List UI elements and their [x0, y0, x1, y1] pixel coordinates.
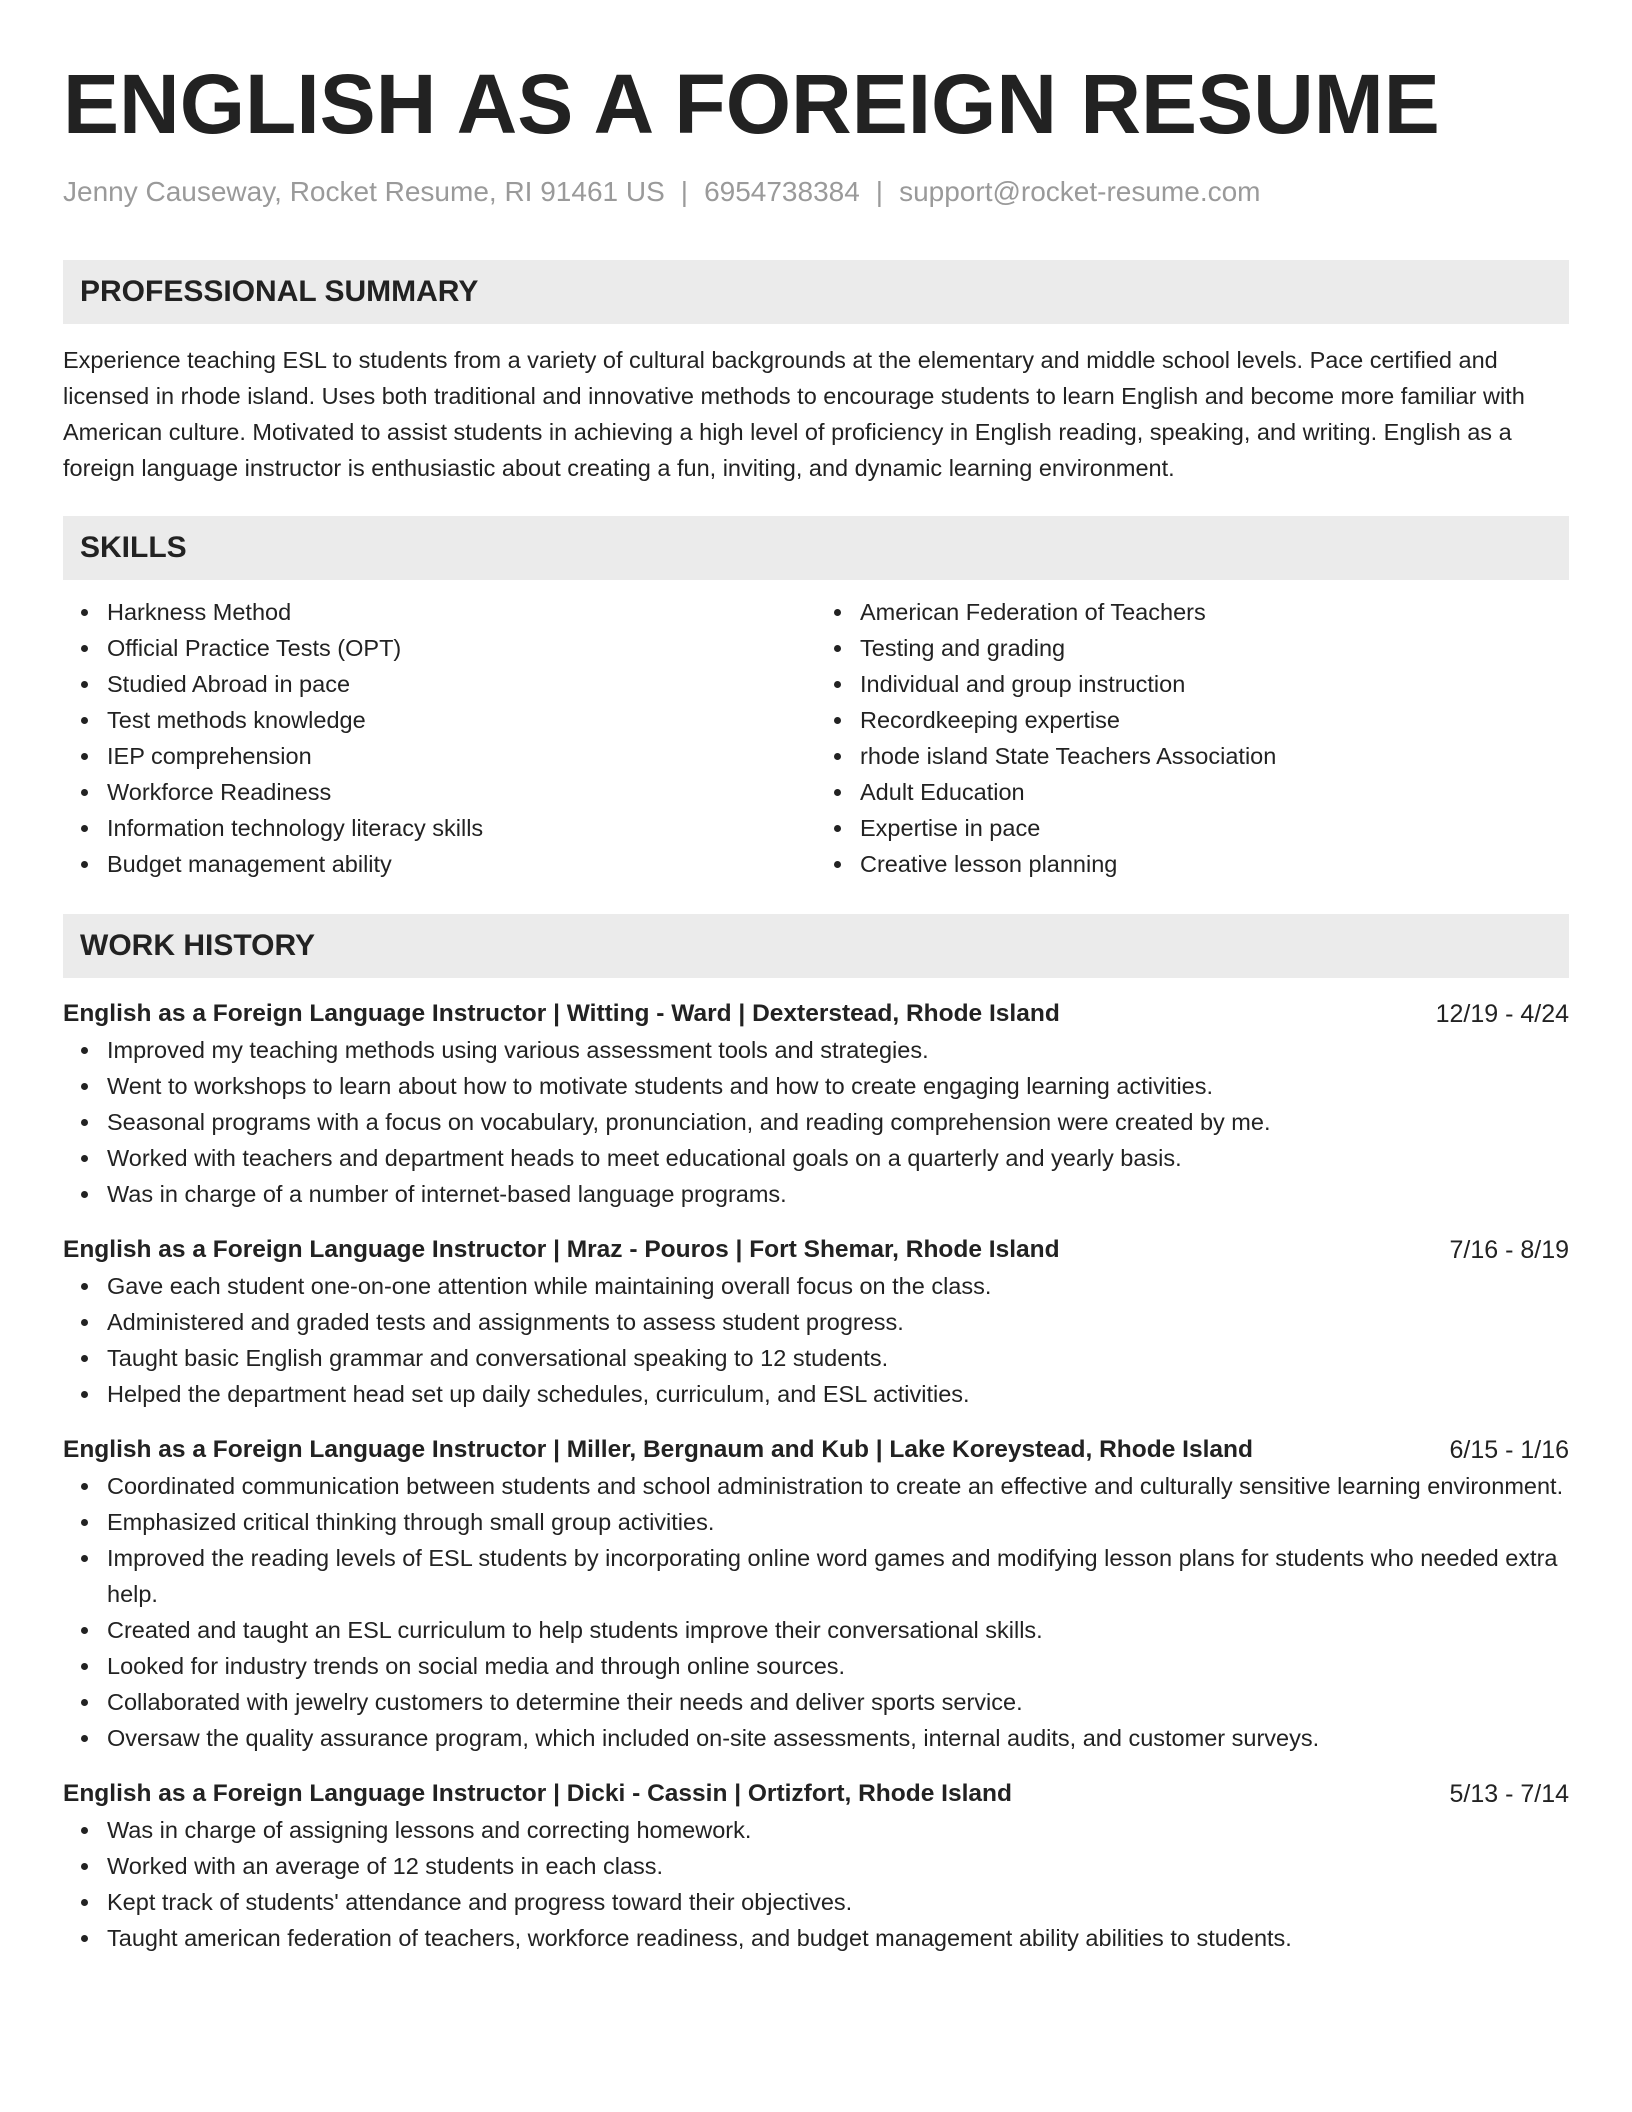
skill-item: Test methods knowledge	[107, 702, 816, 738]
job-bullet: Looked for industry trends on social media and through online sources.	[107, 1648, 1569, 1684]
job-header	[63, 1776, 1569, 1812]
skill-item: rhode island State Teachers Association	[860, 738, 1569, 774]
summary-text: Experience teaching ESL to students from a variety of cultural backgrounds at the elementary and middle school levels. Pace certified and licensed in rhode island. Uses both traditional and innovative methods to encourage students to learn English and become more familiar with American culture. Motivated to assist students in achieving a high level of proficiency in English reading, speaking, and writing. English as a foreign language instructor is enthusiastic about creating a fun, inviting, and dynamic learning environment.	[63, 347, 1525, 481]
job-entry	[63, 1232, 1569, 1412]
job-bullet: Collaborated with jewelry customers to determine their needs and deliver sports service.	[107, 1684, 1569, 1720]
skill-item: Harkness Method	[107, 594, 816, 630]
job-entry	[63, 1776, 1569, 1956]
skill-item: Information technology literacy skills	[107, 810, 816, 846]
section-header-skills: SKILLS	[63, 516, 1569, 580]
job-bullets	[63, 1268, 1569, 1412]
skills-column-right	[816, 594, 1569, 882]
job-title: English as a Foreign Language Instructor | Mraz - Pouros | Fort Shemar, Rhode Island	[63, 1236, 1060, 1263]
job-bullets	[63, 1032, 1569, 1212]
job-bullet: Gave each student one-on-one attention while maintaining overall focus on the class.	[107, 1268, 1569, 1304]
skill-item: Expertise in pace	[860, 810, 1569, 846]
contact-line	[63, 174, 1569, 210]
job-bullet: Coordinated communication between students and school administration to create an effective and culturally sensitive learning environment.	[107, 1468, 1569, 1504]
resume-title: ENGLISH AS A FOREIGN RESUME	[63, 57, 1440, 151]
skill-item: Workforce Readiness	[107, 774, 816, 810]
skill-item: Adult Education	[860, 774, 1569, 810]
job-bullet: Created and taught an ESL curriculum to help students improve their conversational skills.	[107, 1612, 1569, 1648]
contact-separator: |	[680, 176, 689, 207]
job-bullet: Oversaw the quality assurance program, which included on-site assessments, internal audits, and customer surveys.	[107, 1720, 1569, 1756]
job-bullet: Emphasized critical thinking through small group activities.	[107, 1504, 1569, 1540]
job-bullets	[63, 1468, 1569, 1756]
job-header	[63, 996, 1569, 1032]
skills-column-left	[63, 594, 816, 882]
job-title: English as a Foreign Language Instructor | Miller, Bergnaum and Kub | Lake Koreystead, Rhode Island	[63, 1436, 1253, 1463]
contact-address: Jenny Causeway, Rocket Resume, RI 91461 US	[63, 176, 665, 207]
job-entry	[63, 1432, 1569, 1756]
job-title: English as a Foreign Language Instructor | Witting - Ward | Dexterstead, Rhode Island	[63, 1000, 1060, 1027]
skill-item: IEP comprehension	[107, 738, 816, 774]
job-bullet: Administered and graded tests and assignments to assess student progress.	[107, 1304, 1569, 1340]
job-dates: 7/16 - 8/19	[1449, 1236, 1569, 1264]
job-bullet: Seasonal programs with a focus on vocabulary, pronunciation, and reading comprehension were created by me.	[107, 1104, 1569, 1140]
job-bullet: Taught american federation of teachers, workforce readiness, and budget management ability abilities to students.	[107, 1920, 1569, 1956]
contact-phone: 6954738384	[704, 176, 860, 207]
job-title: English as a Foreign Language Instructor | Dicki - Cassin | Ortizfort, Rhode Island	[63, 1780, 1012, 1807]
section-header-summary: PROFESSIONAL SUMMARY	[63, 260, 1569, 324]
job-bullet: Went to workshops to learn about how to motivate students and how to create engaging learning activities.	[107, 1068, 1569, 1104]
job-dates: 6/15 - 1/16	[1449, 1436, 1569, 1464]
job-bullet: Helped the department head set up daily schedules, curriculum, and ESL activities.	[107, 1376, 1569, 1412]
skill-item: Testing and grading	[860, 630, 1569, 666]
job-dates: 12/19 - 4/24	[1435, 1000, 1569, 1028]
job-dates: 5/13 - 7/14	[1449, 1780, 1569, 1808]
contact-separator: |	[875, 176, 884, 207]
skill-item: Individual and group instruction	[860, 666, 1569, 702]
skill-item: Recordkeeping expertise	[860, 702, 1569, 738]
job-entry	[63, 996, 1569, 1212]
section-header-work-history: WORK HISTORY	[63, 914, 1569, 978]
job-bullet: Was in charge of assigning lessons and correcting homework.	[107, 1812, 1569, 1848]
job-bullet: Worked with an average of 12 students in each class.	[107, 1848, 1569, 1884]
job-header	[63, 1432, 1569, 1468]
job-bullet: Worked with teachers and department heads to meet educational goals on a quarterly and yearly basis.	[107, 1140, 1569, 1176]
job-bullet: Kept track of students' attendance and progress toward their objectives.	[107, 1884, 1569, 1920]
skill-item: Budget management ability	[107, 846, 816, 882]
job-bullets	[63, 1812, 1569, 1956]
skill-item: American Federation of Teachers	[860, 594, 1569, 630]
skill-item: Creative lesson planning	[860, 846, 1569, 882]
job-bullet: Taught basic English grammar and conversational speaking to 12 students.	[107, 1340, 1569, 1376]
job-header	[63, 1232, 1569, 1268]
job-bullet: Improved my teaching methods using various assessment tools and strategies.	[107, 1032, 1569, 1068]
skills-list	[63, 594, 1569, 882]
skill-item: Studied Abroad in pace	[107, 666, 816, 702]
job-bullet: Improved the reading levels of ESL students by incorporating online word games and modifying lesson plans for students who needed extra help.	[107, 1540, 1569, 1612]
skill-item: Official Practice Tests (OPT)	[107, 630, 816, 666]
job-bullet: Was in charge of a number of internet-based language programs.	[107, 1176, 1569, 1212]
contact-email: support@rocket-resume.com	[899, 176, 1261, 207]
